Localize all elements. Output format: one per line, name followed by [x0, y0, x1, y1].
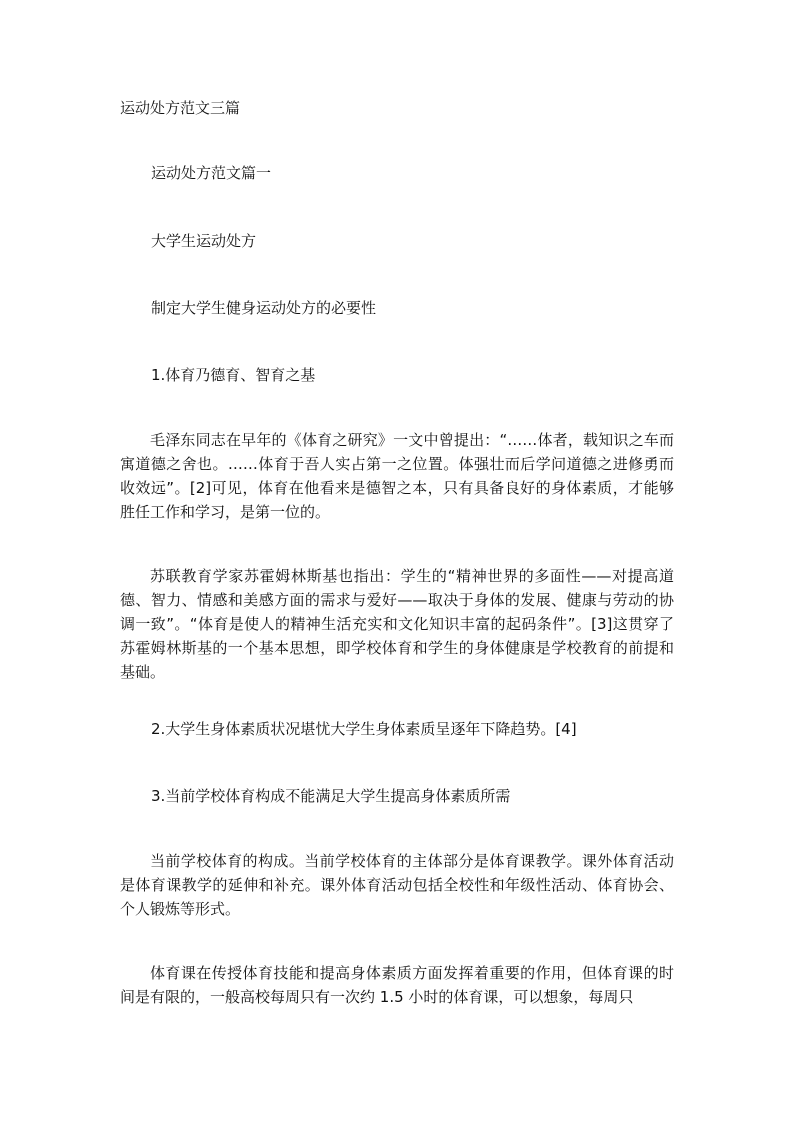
point-1-heading: 1.体育乃德育、智育之基 — [151, 366, 316, 384]
document-title: 运动处方范文三篇 — [120, 99, 241, 117]
point-2-heading: 2.大学生身体素质状况堪忧大学生身体素质呈逐年下降趋势。[4] — [151, 720, 577, 738]
subtitle: 大学生运动处方 — [151, 232, 257, 250]
section-heading: 运动处方范文篇一 — [151, 164, 272, 182]
paragraph-mao: 毛泽东同志在早年的《体育之研究》一文中曾提出：“……体者，载知识之车而寓道德之舍也。……体育于吾人实占第一之位置。体强壮而后学问道德之进修勇而收效远”。[2]可见，体育在他看来是德智之本，只有具备良好的身体素质，才能够胜任工作和学习，是第一位的。 — [120, 431, 674, 521]
paragraph-soviet: 苏联教育学家苏霍姆林斯基也指出：学生的“精神世界的多面性——对提高道德、智力、情感和美感方面的需求与爱好——取决于身体的发展、健康与劳动的协调一致”。“体育是使人的精神生活充实和文化知识丰富的起码条件”。[3]这贯穿了苏霍姆林斯基的一个基本思想，即学校体育和学生的身体健康是学校教育的前提和基础。 — [120, 567, 674, 681]
paragraph-pe-class: 体育课在传授体育技能和提高身体素质方面发挥着重要的作用，但体育课的时间是有限的，一般高校每周只有一次约 1.5 小时的体育课，可以想象，每周只 — [120, 964, 674, 1006]
point-3-heading: 3.当前学校体育构成不能满足大学生提高身体素质所需 — [151, 787, 511, 805]
topic-heading: 制定大学生健身运动处方的必要性 — [151, 299, 377, 317]
paragraph-structure: 当前学校体育的构成。当前学校体育的主体部分是体育课教学。课外体育活动是体育课教学的延伸和补充。课外体育活动包括全校性和年级性活动、体育协会、个人锻炼等形式。 — [120, 852, 674, 918]
